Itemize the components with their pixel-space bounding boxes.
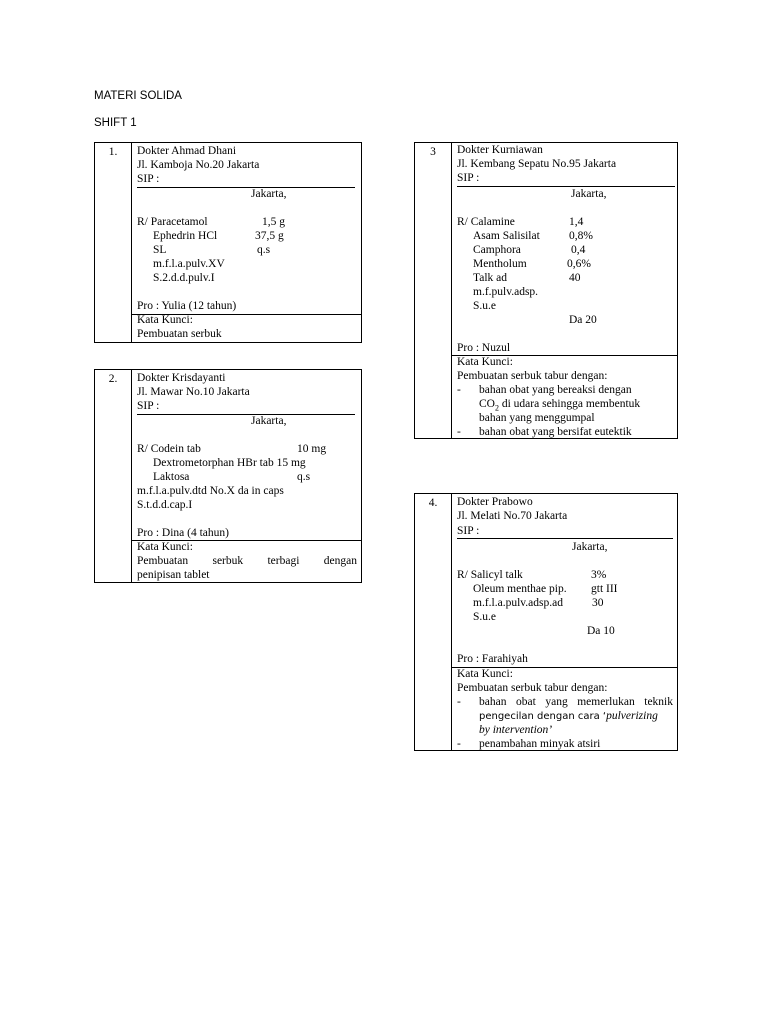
recipe-item-name: Asam Salisilat [473,230,540,242]
card-number: 1. [95,143,132,342]
doctor-name: Dokter Prabowo [457,496,533,508]
keyword-text: Pembuatan serbuk tabur dengan: [457,682,608,694]
bullet-dash: - [457,384,461,396]
bullet-dash: - [457,696,461,708]
sip-label: SIP : [137,400,160,412]
recipe-da: Da 20 [569,314,597,326]
recipe-item: Dextrometorphan HBr tab 15 mg [153,457,306,469]
patient-line: Pro : Nuzul [457,342,511,354]
keyword-label: Kata Kunci: [137,314,193,326]
card-number: 4. [415,494,452,750]
keyword-text: Pembuatan serbuk terbagi dengan [137,555,357,567]
keyword-text: Pembuatan serbuk tabur dengan: [457,370,608,382]
shift-heading: SHIFT 1 [94,117,137,129]
recipe-signa: S.2.d.d.pulv.I [153,272,215,284]
recipe-item-name: Talk ad [473,272,508,284]
bullet-text-continued: pengecilan dengan cara ‘pulverizing [479,710,658,722]
city-label: Jakarta, [251,415,287,427]
patient-line: Pro : Dina (4 tahun) [137,527,229,539]
patient-line: Pro : Farahiyah [457,653,528,665]
keyword-label: Kata Kunci: [457,668,513,680]
recipe-item-name: R/ Calamine [457,216,515,228]
keyword-text-continued: penipisan tablet [137,569,210,581]
recipe-item-qty: gtt III [591,583,618,595]
recipe-item-name: Laktosa [153,471,190,483]
recipe-item-name: Mentholum [473,258,527,270]
recipe-item-qty: 30 [592,597,604,609]
recipe-item-qty: 1,4 [569,216,584,228]
bullet-dash: - [457,426,461,438]
prescription-card-2 [94,369,362,583]
recipe-item-name: Ephedrin HCl [153,230,218,242]
doctor-name: Dokter Krisdayanti [137,372,226,384]
keyword-text: Pembuatan serbuk [137,328,222,340]
bullet-text-continued: by intervention’ [479,724,553,736]
doctor-name: Dokter Ahmad Dhani [137,145,237,157]
recipe-item-name: R/ Paracetamol [137,216,208,228]
bullet-text: bahan obat yang memerlukan teknik [479,696,673,708]
bullet-text-continued: bahan yang menggumpal [479,412,595,424]
recipe-signa: S.u.e [473,611,496,623]
recipe-item-name: Oleum menthae pip. [473,583,567,595]
document-title: MATERI SOLIDA [94,90,182,102]
prescription-card-4 [414,493,678,751]
doctor-address: Jl. Kamboja No.20 Jakarta [137,159,260,171]
card-number: 2. [95,370,132,582]
keyword-label: Kata Kunci: [137,541,193,553]
city-label: Jakarta, [251,188,287,200]
recipe-instruction: m.f.pulv.adsp. [473,286,539,298]
bullet-text: bahan obat yang bersifat eutektik [479,426,632,438]
keyword-label: Kata Kunci: [457,356,513,368]
recipe-item-qty: q.s [257,244,271,256]
prescription-card-3 [414,142,678,439]
sip-label: SIP : [137,173,160,185]
recipe-instruction: m.f.l.a.pulv.adsp.ad [473,597,563,609]
city-label: Jakarta, [572,541,608,553]
recipe-item-qty: 1,5 g [262,216,285,228]
doctor-address: Jl. Melati No.70 Jakarta [457,510,568,522]
doctor-address: Jl. Kembang Sepatu No.95 Jakarta [457,158,617,170]
bullet-text: penambahan minyak atsiri [479,738,601,750]
recipe-item-qty: 0,6% [567,258,591,270]
recipe-item-name: R/ Codein tab [137,443,201,455]
recipe-da: Da 10 [587,625,615,637]
prescription-card-1 [94,142,362,343]
sip-label: SIP : [457,172,480,184]
recipe-signa: S.t.d.d.cap.I [137,499,193,511]
patient-line: Pro : Yulia (12 tahun) [137,300,237,312]
bullet-text-continued: $CO_2$ di udara sehingga membentuk [479,398,641,413]
doctor-address: Jl. Mawar No.10 Jakarta [137,386,250,398]
card-number: 3 [415,143,452,438]
recipe-item-qty: 0,8% [569,230,593,242]
recipe-item-name: R/ Salicyl talk [457,569,523,581]
recipe-item-qty: 40 [569,272,581,284]
recipe-item-qty: 0,4 [571,244,586,256]
city-label: Jakarta, [571,188,607,200]
bullet-dash: - [457,738,461,750]
recipe-item-qty: 3% [591,569,607,581]
doctor-name: Dokter Kurniawan [457,144,543,156]
recipe-item-name: SL [153,244,167,256]
bullet-text: bahan obat yang bereaksi dengan [479,384,632,396]
recipe-item-qty: 37,5 g [255,230,284,242]
recipe-item-qty: q.s [297,471,311,483]
recipe-instruction: m.f.l.a.pulv.XV [153,258,225,270]
recipe-item-name: Camphora [473,244,521,256]
recipe-instruction: m.f.l.a.pulv.dtd No.X da in caps [137,485,284,497]
recipe-signa: S.u.e [473,300,496,312]
sip-label: SIP : [457,525,480,537]
recipe-item-qty: 10 mg [297,443,327,455]
